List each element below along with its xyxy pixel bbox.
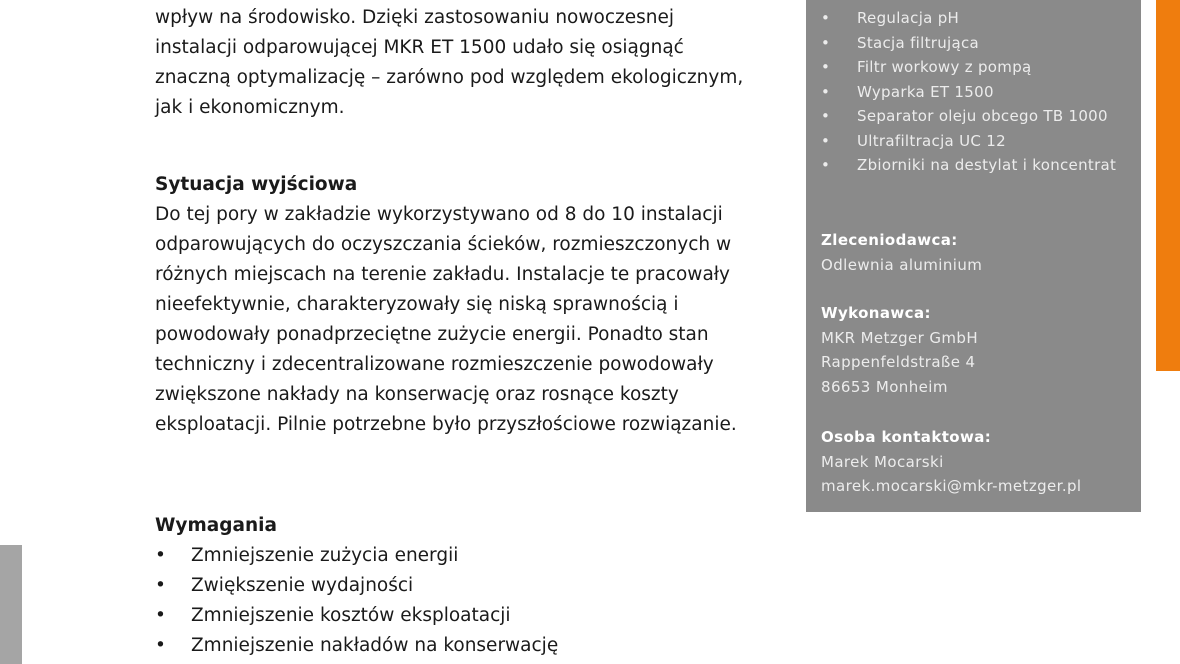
contractor-section xyxy=(821,301,1136,399)
contractor-line: 86653 Monheim xyxy=(821,377,948,396)
contractor-label: Wykonawca: xyxy=(821,304,931,322)
accent-bar xyxy=(1156,0,1180,371)
client-value: Odlewnia aluminium xyxy=(821,255,983,274)
component-item: • Wyparka ET 1500 xyxy=(821,80,1136,105)
situation-line: eksploatacji. Pilnie potrzebne było przyszłościowe rozwiązanie. xyxy=(155,414,737,435)
intro-line: jak i ekonomicznym. xyxy=(155,97,345,118)
situation-line: powodowały ponadprzeciętne zużycie energii. Ponadto stan xyxy=(155,324,709,345)
client-section xyxy=(821,228,1136,277)
contractor-line: Rappenfeldstraße 4 xyxy=(821,353,976,371)
requirements-list xyxy=(155,541,785,661)
intro-line: wpływ na środowisko. Dzięki zastosowaniu nowoczesnej xyxy=(155,7,674,28)
situation-line: Do tej pory w zakładzie wykorzystywano od 8 do 10 instalacji xyxy=(155,204,723,225)
component-item: • Filtr workowy z pompą xyxy=(821,55,1136,80)
situation-line: odparowujących do oczyszczania ścieków, rozmieszczonych w xyxy=(155,234,732,255)
requirements-section xyxy=(155,511,785,661)
client-label: Zleceniodawca: xyxy=(821,231,958,249)
situation-section xyxy=(155,170,785,440)
requirement-item: • Zmniejszenie nakładów na konserwację xyxy=(155,631,785,661)
contact-name: Marek Mocarski xyxy=(821,452,944,471)
components-list xyxy=(821,6,1136,178)
component-item: • Regulacja pH xyxy=(821,6,1136,31)
requirements-heading: Wymagania xyxy=(155,515,277,536)
intro-line: znaczną optymalizację – zarówno pod względem ekologicznym, xyxy=(155,67,744,88)
intro-paragraph xyxy=(155,3,785,123)
component-item: • Stacja filtrująca xyxy=(821,31,1136,56)
component-item: • Separator oleju obcego TB 1000 xyxy=(821,104,1136,129)
requirement-item: • Zmniejszenie zużycia energii xyxy=(155,541,785,571)
situation-line: techniczny i zdecentralizowane rozmieszczenie powodowały xyxy=(155,354,714,375)
situation-line: nieefektywnie, charakteryzowały się niską sprawnością i xyxy=(155,294,679,315)
contractor-line: MKR Metzger GmbH xyxy=(821,328,979,347)
info-sidebar xyxy=(806,0,1141,512)
situation-paragraph xyxy=(155,200,785,440)
situation-heading: Sytuacja wyjściowa xyxy=(155,174,358,195)
contact-label: Osoba kontaktowa: xyxy=(821,428,992,446)
component-item: • Ultrafiltracja UC 12 xyxy=(821,129,1136,154)
contact-email[interactable]: marek.mocarski@mkr-metzger.pl xyxy=(821,477,1082,495)
requirement-item: • Zwiększenie wydajności xyxy=(155,571,785,601)
left-gray-bar xyxy=(0,545,22,664)
requirement-item: • Zmniejszenie kosztów eksploatacji xyxy=(155,601,785,631)
intro-line: instalacji odparowującej MKR ET 1500 udało się osiągnąć xyxy=(155,37,684,58)
situation-line: różnych miejscach na terenie zakładu. Instalacje te pracowały xyxy=(155,264,730,285)
component-item: • Zbiorniki na destylat i koncentrat xyxy=(821,153,1136,178)
contact-section xyxy=(821,425,1136,499)
situation-line: zwiększone nakłady na konserwację oraz rosnące koszty xyxy=(155,384,679,405)
